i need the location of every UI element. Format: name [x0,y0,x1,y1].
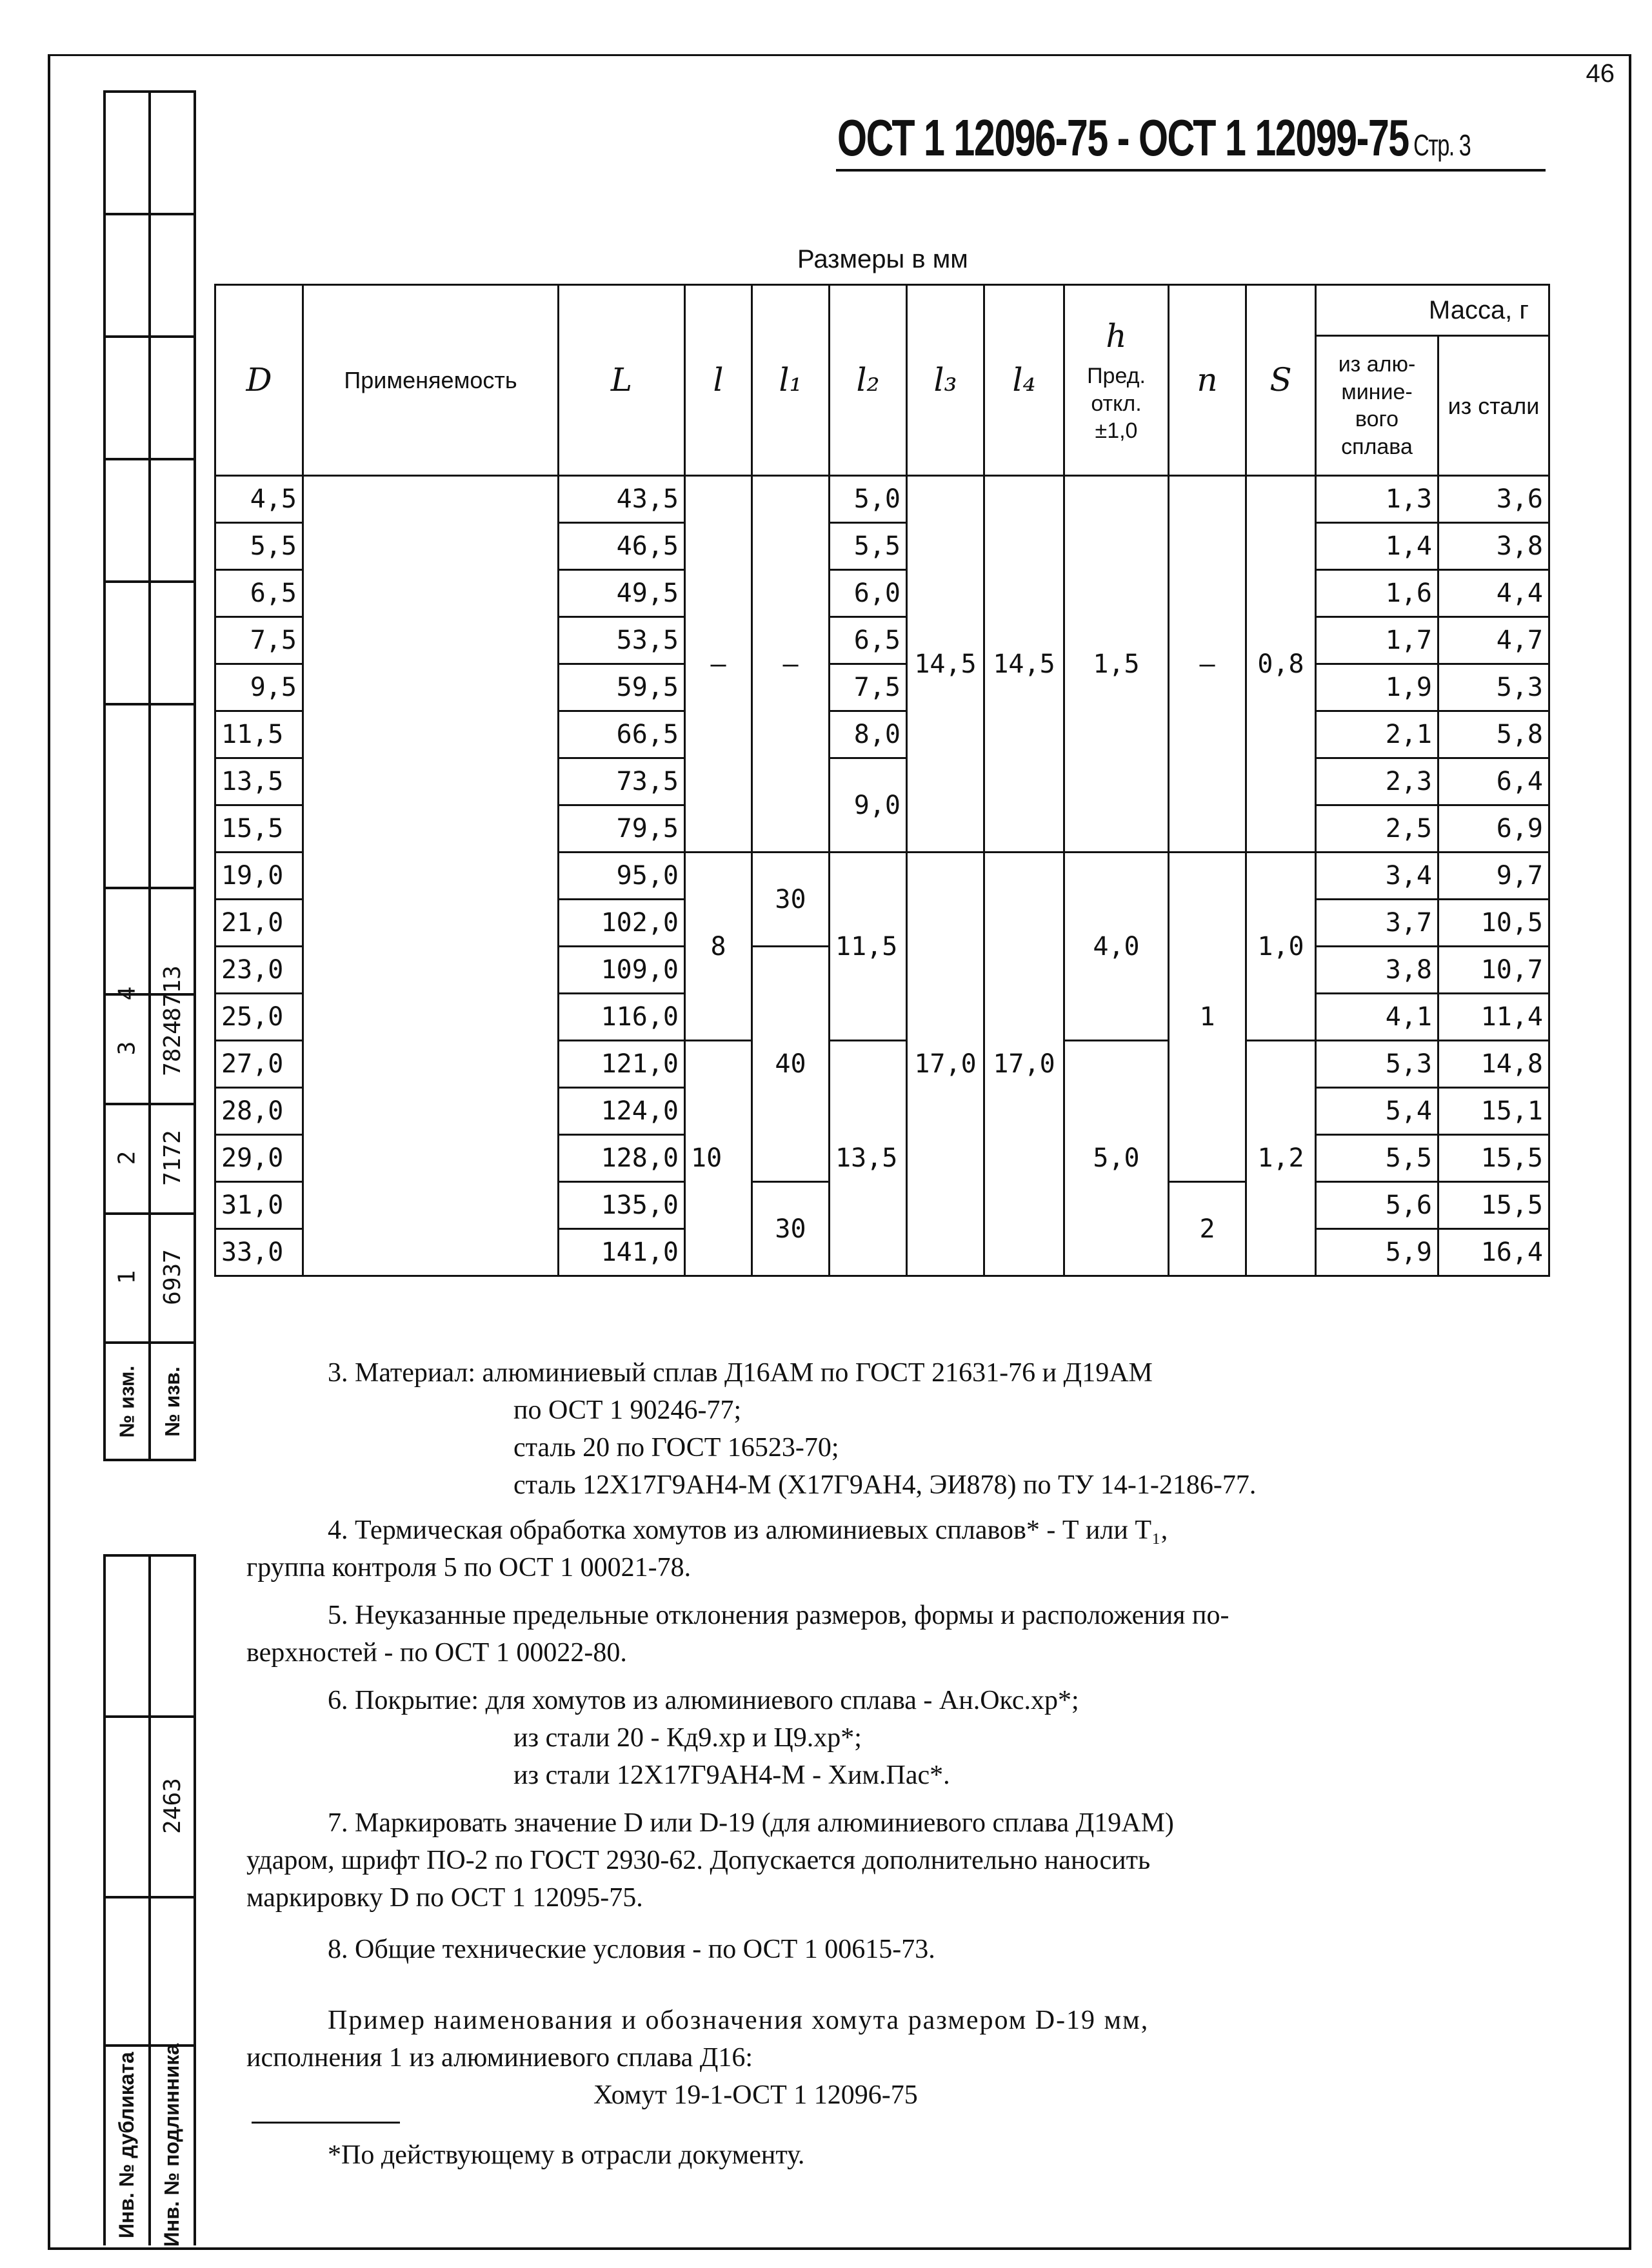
notice-number-3: 7824 [159,1020,186,1076]
cell-n: 2 [1169,1182,1246,1276]
note-6-line-2: из стали 20 - Кд9.хр и Ц9.хр*; [513,1723,862,1753]
header-s: S [1246,285,1316,476]
cell-l3: 14,5 [907,476,984,853]
cell-l4: 17,0 [984,853,1064,1276]
cell-L: 79,5 [559,805,685,853]
header-L: L [559,285,685,476]
cell-h: 1,5 [1064,476,1169,853]
page-label: Стр. 3 [1413,128,1471,162]
notice-number-column [148,90,196,1461]
title-underline [836,169,1546,172]
note-3-line-4: сталь 12Х17Г9АН4-М (Х17Г9АН4, ЭИ878) по ТУ 14-1-2186-77. [513,1470,1257,1500]
cell-mass-al: 5,4 [1316,1088,1438,1135]
cell-l2: 8,0 [830,711,907,758]
change-label: № изм. [115,1365,139,1437]
example-line-2: исполнения 1 из алюминиевого сплава Д16: [246,2043,753,2073]
cell-l2: 6,0 [830,570,907,617]
header-h-symbol: h [1106,317,1127,355]
cell-d: 5,5 [215,523,303,570]
original-inv-column [148,1554,196,2245]
change-number-1: 1 [114,1270,141,1284]
example-line-3: Хомут 19-1-ОСТ 1 12096-75 [593,2080,918,2110]
cell-l3: 17,0 [907,853,984,1276]
header-l2: l₂ [830,285,907,476]
cell-mass-al: 1,9 [1316,664,1438,711]
cell-l1: – [752,476,830,853]
cell-mass-steel: 10,5 [1438,900,1549,947]
cell-d: 11,5 [215,711,303,758]
notice-number-1: 6937 [159,1248,186,1305]
note-6-line-1: 6. Покрытие: для хомутов из алюминиевого сплава - Ан.Окс.хр*; [328,1686,1079,1715]
note-6-line-3: из стали 12Х17Г9АН4-М - Хим.Пас*. [513,1760,950,1790]
cell-h: 4,0 [1064,853,1169,1041]
cell-L: 135,0 [559,1182,685,1229]
cell-l: 10 [685,1041,752,1276]
cell-l: 8 [685,853,752,1041]
change-number-4: 4 [114,986,141,1000]
cell-mass-al: 5,9 [1316,1229,1438,1276]
original-inv-number: 2463 [159,1777,186,1834]
cell-mass-al: 2,5 [1316,805,1438,853]
cell-mass-al: 1,6 [1316,570,1438,617]
note-4-line-2: группа контроля 5 по ОСТ 1 00021-78. [246,1553,692,1583]
note-7-line-1: 7. Маркировать значение D или D-19 (для алюминиевого сплава Д19АМ) [328,1808,1174,1838]
cell-mass-steel: 15,1 [1438,1088,1549,1135]
header-n: n [1169,285,1246,476]
header-mass-al: из алю-миние-вого сплава [1316,336,1438,476]
cell-n: 1 [1169,853,1246,1182]
sheet-number: 46 [1586,59,1615,88]
cell-applicability [303,476,559,1276]
cell-L: 43,5 [559,476,685,523]
note-7-line-3: маркировку D по ОСТ 1 12095-75. [246,1883,643,1913]
cell-d: 25,0 [215,994,303,1041]
header-h [1064,285,1169,476]
cell-L: 124,0 [559,1088,685,1135]
header-mass-steel: из стали [1438,336,1549,476]
cell-mass-al: 1,3 [1316,476,1438,523]
cell-mass-steel: 3,6 [1438,476,1549,523]
cell-mass-steel: 4,7 [1438,617,1549,664]
header-applicability: Применяемость [303,285,559,476]
cell-l1: 40 [752,947,830,1182]
cell-h: 5,0 [1064,1041,1169,1276]
cell-s: 0,8 [1246,476,1316,853]
units-caption: Размеры в мм [797,245,968,273]
cell-L: 73,5 [559,758,685,805]
cell-d: 19,0 [215,853,303,900]
note-3-line-1: 3. Материал: алюминиевый сплав Д16АМ по ГОСТ 21631-76 и Д19АМ [328,1358,1153,1388]
cell-mass-al: 2,1 [1316,711,1438,758]
cell-d: 28,0 [215,1088,303,1135]
header-mass: Масса, г [1316,285,1549,336]
cell-s: 1,0 [1246,853,1316,1041]
cell-L: 121,0 [559,1041,685,1088]
cell-mass-al: 3,8 [1316,947,1438,994]
header-l: l [685,285,752,476]
cell-L: 49,5 [559,570,685,617]
cell-l4: 14,5 [984,476,1064,853]
cell-L: 46,5 [559,523,685,570]
cell-L: 102,0 [559,900,685,947]
cell-l2: 6,5 [830,617,907,664]
cell-mass-al: 1,7 [1316,617,1438,664]
note-4-line-1: 4. Термическая обработка хомутов из алюминиевых сплавов* - Т или Т₁, [328,1515,1168,1545]
cell-mass-al: 4,1 [1316,994,1438,1041]
footnote: *По действующему в отрасли документу. [328,2140,805,2170]
cell-mass-al: 5,3 [1316,1041,1438,1088]
change-number-2: 2 [114,1150,141,1165]
note-7-line-2: ударом, шрифт ПО-2 по ГОСТ 2930-62. Допускается дополнительно наносить [246,1846,1151,1875]
cell-d: 23,0 [215,947,303,994]
cell-d: 21,0 [215,900,303,947]
cell-mass-steel: 4,4 [1438,570,1549,617]
notice-number-4: 8713 [159,965,186,1021]
change-number-3: 3 [114,1041,141,1055]
cell-L: 59,5 [559,664,685,711]
cell-mass-steel: 3,8 [1438,523,1549,570]
cell-mass-steel: 16,4 [1438,1229,1549,1276]
cell-mass-al: 1,4 [1316,523,1438,570]
cell-mass-al: 2,3 [1316,758,1438,805]
header-l1: l₁ [752,285,830,476]
cell-mass-steel: 10,7 [1438,947,1549,994]
cell-d: 7,5 [215,617,303,664]
cell-l2: 9,0 [830,758,907,853]
note-3-line-3: сталь 20 по ГОСТ 16523-70; [513,1433,839,1463]
cell-l1: 30 [752,1182,830,1276]
example-line-1: Пример наименования и обозначения хомута размером D-19 мм, [328,2006,1149,2035]
cell-d: 29,0 [215,1135,303,1182]
cell-mass-steel: 6,4 [1438,758,1549,805]
cell-L: 116,0 [559,994,685,1041]
cell-l2: 7,5 [830,664,907,711]
header-d: D [215,285,303,476]
cell-mass-al: 5,6 [1316,1182,1438,1229]
footnote-rule [252,2122,400,2124]
cell-mass-steel: 5,8 [1438,711,1549,758]
duplicate-label: Инв. № дубликата [115,2051,139,2238]
notice-label: № изв. [160,1366,184,1437]
cell-L: 109,0 [559,947,685,994]
technical-notes [246,1354,1509,2114]
document-title [837,108,1470,168]
cell-mass-steel: 15,5 [1438,1182,1549,1229]
note-5-line-2: верхностей - по ОСТ 1 00022-80. [246,1638,627,1668]
cell-d: 33,0 [215,1229,303,1276]
header-h-tolerance: Пред. откл. ±1,0 [1087,364,1146,443]
cell-mass-steel: 11,4 [1438,994,1549,1041]
cell-L: 95,0 [559,853,685,900]
notice-number-2: 7172 [159,1129,186,1186]
cell-L: 128,0 [559,1135,685,1182]
change-number-column [103,90,148,1461]
header-l3: l₃ [907,285,984,476]
cell-mass-al: 3,7 [1316,900,1438,947]
cell-d: 6,5 [215,570,303,617]
cell-mass-al: 3,4 [1316,853,1438,900]
cell-l: – [685,476,752,853]
cell-d: 31,0 [215,1182,303,1229]
cell-l2: 5,5 [830,523,907,570]
cell-s: 1,2 [1246,1041,1316,1276]
note-5-line-1: 5. Неуказанные предельные отклонения размеров, формы и расположения по- [328,1601,1229,1630]
note-8: 8. Общие технические условия - по ОСТ 1 00615-73. [328,1935,935,1964]
cell-n: – [1169,476,1246,853]
cell-mass-steel: 15,5 [1438,1135,1549,1182]
cell-mass-steel: 6,9 [1438,805,1549,853]
title-text: ОСТ 1 12096-75 - ОСТ 1 12099-75 [837,109,1409,166]
cell-L: 141,0 [559,1229,685,1276]
dimensions-table [214,284,1550,1277]
cell-L: 53,5 [559,617,685,664]
cell-mass-steel: 14,8 [1438,1041,1549,1088]
original-label: Инв. № подлинника [160,2043,184,2247]
table-row [215,476,1549,523]
cell-d: 9,5 [215,664,303,711]
cell-l1: 30 [752,853,830,947]
cell-d: 15,5 [215,805,303,853]
cell-d: 27,0 [215,1041,303,1088]
cell-l2: 13,5 [830,1041,907,1276]
cell-l2: 5,0 [830,476,907,523]
duplicate-inv-column [103,1554,148,2245]
cell-L: 66,5 [559,711,685,758]
cell-mass-al: 5,5 [1316,1135,1438,1182]
cell-d: 4,5 [215,476,303,523]
note-3-line-2: по ОСТ 1 90246-77; [513,1395,742,1425]
header-l4: l₄ [984,285,1064,476]
cell-mass-steel: 5,3 [1438,664,1549,711]
cell-l2: 11,5 [830,853,907,1041]
cell-mass-steel: 9,7 [1438,853,1549,900]
cell-d: 13,5 [215,758,303,805]
